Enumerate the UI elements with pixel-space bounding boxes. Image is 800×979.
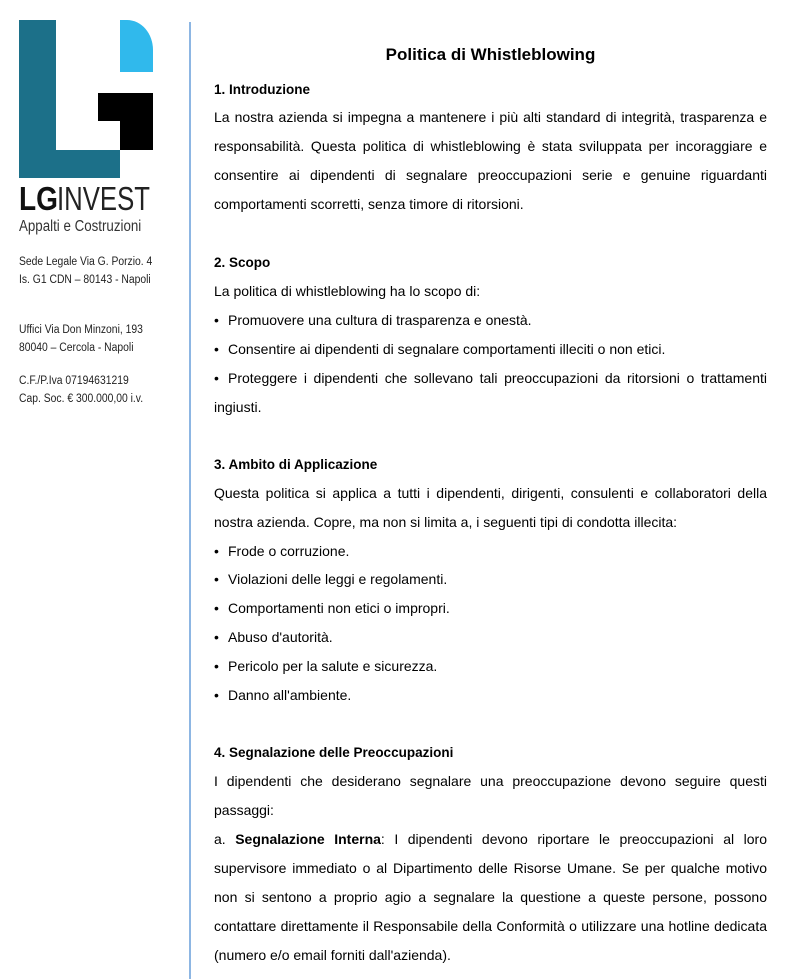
- list-item-text: Proteggere i dipendenti che sollevano tali preoccupazioni da ritorsioni o trattamenti ingiusti.: [214, 370, 767, 415]
- list-item: [214, 652, 767, 681]
- list-item: [214, 306, 767, 335]
- section-heading: 4. Segnalazione delle Preoccupazioni: [214, 745, 454, 760]
- list-item: [214, 537, 767, 566]
- subitem-internal-reporting: [214, 825, 767, 970]
- office-address-line: 80040 – Cercola - Napoli: [19, 342, 134, 354]
- bullet-icon: •: [214, 312, 219, 328]
- logo-teal-l-foot: [19, 150, 120, 178]
- company-logo: [0, 0, 188, 240]
- bullet-icon: •: [214, 658, 219, 674]
- bullet-icon: •: [214, 543, 219, 559]
- fiscal-info: [19, 372, 143, 408]
- bullet-icon: •: [214, 600, 219, 616]
- list-item: [214, 565, 767, 594]
- bullet-icon: •: [214, 571, 219, 587]
- list-item-text: Promuovere una cultura di trasparenza e onestà.: [228, 312, 532, 328]
- section-paragraph: La politica di whistleblowing ha lo scopo di:: [214, 283, 481, 299]
- logo-black-g-stem: [120, 93, 153, 150]
- subitem-prefix: a.: [214, 831, 236, 847]
- brand-name-bold: LG: [19, 180, 58, 217]
- list-item: [214, 681, 767, 710]
- list-item-text: Pericolo per la salute e sicurezza.: [228, 658, 438, 674]
- bullet-icon: •: [214, 687, 219, 703]
- legal-address-line: Is. G1 CDN – 80143 - Napoli: [19, 274, 151, 286]
- section-heading: 2. Scopo: [214, 255, 271, 270]
- office-address-line: Uffici Via Don Minzoni, 193: [19, 324, 143, 336]
- logo-blue-dot: [120, 20, 153, 72]
- list-item-text: Violazioni delle leggi e regolamenti.: [228, 571, 448, 587]
- list-item: [214, 623, 767, 652]
- list-item-text: Comportamenti non etici o impropri.: [228, 600, 450, 616]
- list-item: [214, 335, 767, 364]
- section-heading: 1. Introduzione: [214, 82, 310, 97]
- subitem-label: Segnalazione Interna: [235, 831, 381, 847]
- office-address: [19, 321, 143, 357]
- brand-name: [19, 181, 176, 217]
- letterhead-sidebar: [0, 0, 188, 979]
- list-item-text: Frode o corruzione.: [228, 543, 350, 559]
- subitem-text: : I dipendenti devono riportare le preoccupazioni al loro supervisore immediato o al Dipartimento delle Risorse Umane. Se per qualche motivo non si sentono a proprio agio a segnalare la questione a queste persone, possono contattare direttamente il Responsabile della Conformità o utilizzare una hotline dedicata (numero e/o email forniti dall'azienda).: [214, 831, 767, 963]
- bullet-icon: •: [214, 629, 219, 645]
- list-item: [214, 364, 767, 422]
- vertical-divider: [189, 22, 191, 979]
- share-capital: Cap. Soc. € 300.000,00 i.v.: [19, 393, 144, 405]
- vat-number: C.F./P.Iva 07194631219: [19, 375, 129, 387]
- bullet-icon: •: [214, 370, 219, 386]
- bullet-icon: •: [214, 341, 219, 357]
- list-item-text: Danno all'ambiente.: [228, 687, 352, 703]
- brand-tagline: Appalti e Costruzioni: [19, 218, 142, 235]
- list-item-text: Abuso d'autorità.: [228, 629, 333, 645]
- document-title: Politica di Whistleblowing: [385, 45, 596, 64]
- list-item: [214, 594, 767, 623]
- list-item-text: Consentire ai dipendenti di segnalare comportamenti illeciti o non etici.: [228, 341, 666, 357]
- brand-name-light: INVEST: [56, 180, 150, 217]
- section-paragraph: I dipendenti che desiderano segnalare una preoccupazione devono seguire questi passaggi:: [214, 773, 767, 818]
- section-paragraph: Questa politica si applica a tutti i dipendenti, dirigenti, consulenti e collaboratori della nostra azienda. Copre, ma non si limita a, i seguenti tipi di condotta illecita:: [214, 485, 767, 530]
- section-paragraph: La nostra azienda si impegna a mantenere i più alti standard di integrità, trasparenza e responsabilità. Questa politica di whistleblowing è stata sviluppata per incoraggiare e consentire ai dipendenti di segnalare preoccupazioni serie e genuine riguardanti comportamenti scorretti, senza timore di ritorsioni.: [214, 109, 767, 212]
- section-heading: 3. Ambito di Applicazione: [214, 457, 378, 472]
- legal-address-line: Sede Legale Via G. Porzio. 4: [19, 256, 153, 268]
- legal-address: [19, 253, 152, 289]
